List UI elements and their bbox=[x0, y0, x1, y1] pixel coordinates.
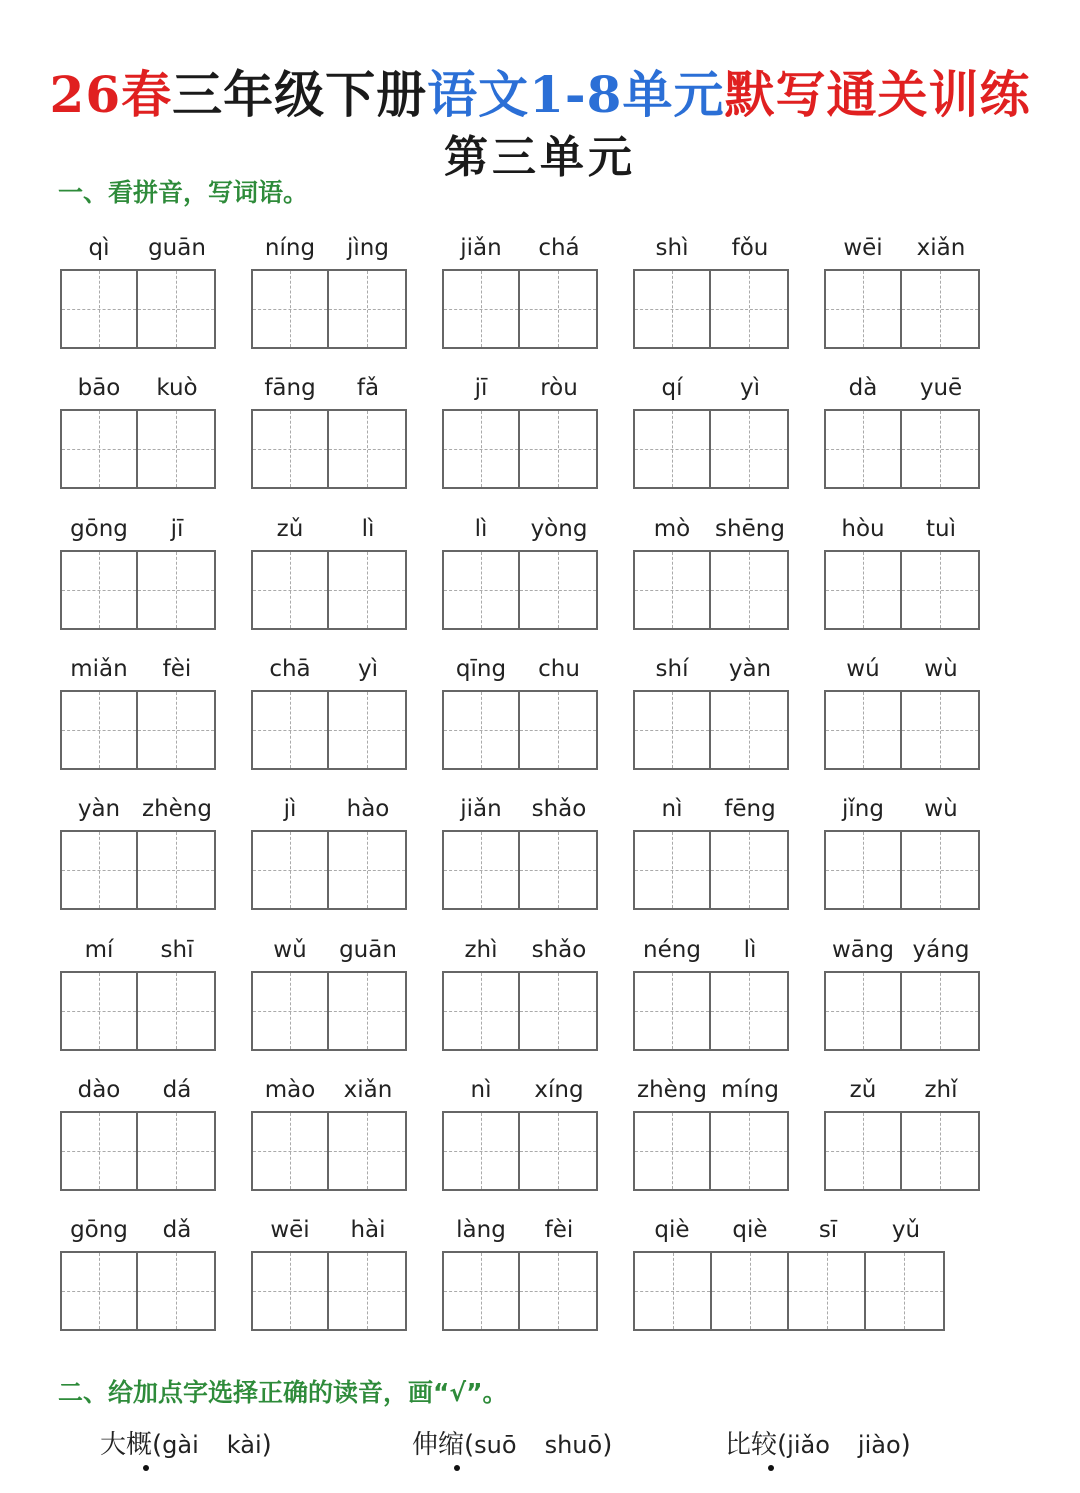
character-cell[interactable] bbox=[635, 832, 711, 908]
option-1[interactable]: suō bbox=[474, 1431, 517, 1459]
pinyin-label: níng bbox=[264, 235, 316, 261]
pinyin-label: shí bbox=[655, 655, 689, 682]
character-cell[interactable] bbox=[635, 411, 711, 487]
pinyin-label: hài bbox=[350, 1217, 386, 1244]
character-cell[interactable] bbox=[520, 973, 596, 1049]
pinyin-label: nì bbox=[470, 1076, 492, 1103]
character-cell[interactable] bbox=[253, 1113, 329, 1189]
character-cell[interactable] bbox=[789, 1253, 866, 1329]
character-cell[interactable] bbox=[711, 552, 787, 628]
character-cell[interactable] bbox=[520, 271, 596, 347]
writing-box[interactable] bbox=[442, 1111, 598, 1191]
title-part-year: 26春 bbox=[49, 65, 173, 124]
character-cell[interactable] bbox=[253, 271, 329, 347]
writing-box[interactable] bbox=[442, 1251, 598, 1331]
writing-box[interactable] bbox=[824, 1111, 980, 1191]
pinyin-label: qiè bbox=[732, 1217, 768, 1244]
pinyin-label: qiè bbox=[654, 1217, 690, 1244]
character-cell[interactable] bbox=[902, 411, 978, 487]
title-part-grade: 三年级下册 bbox=[172, 65, 428, 124]
character-cell[interactable] bbox=[253, 1253, 329, 1329]
title-part-training: 默写通关训练 bbox=[724, 65, 1031, 124]
character-cell[interactable] bbox=[444, 832, 520, 908]
character-cell[interactable] bbox=[444, 411, 520, 487]
pinyin-label: fāng bbox=[264, 375, 316, 402]
writing-box[interactable] bbox=[824, 830, 980, 910]
pinyin-label: yuē bbox=[919, 375, 963, 402]
pinyin-label: dào bbox=[77, 1076, 121, 1103]
writing-box[interactable] bbox=[633, 1251, 945, 1331]
pinyin-label: dǎ bbox=[162, 1217, 192, 1244]
pinyin-label: wú bbox=[846, 655, 880, 682]
pinyin-label: wēi bbox=[843, 235, 883, 261]
character-cell[interactable] bbox=[62, 271, 138, 347]
character-cell[interactable] bbox=[826, 271, 902, 347]
writing-box[interactable] bbox=[60, 690, 216, 770]
option-2[interactable]: shuō bbox=[544, 1431, 603, 1459]
pinyin-label: chu bbox=[538, 655, 580, 682]
character-cell[interactable] bbox=[520, 832, 596, 908]
pinyin-label: hòu bbox=[841, 515, 885, 542]
choice-word: 比较 bbox=[725, 1430, 778, 1460]
character-cell[interactable] bbox=[826, 692, 902, 768]
pinyin-label: dá bbox=[162, 1076, 192, 1103]
character-cell[interactable] bbox=[635, 1253, 712, 1329]
pinyin-label: qì bbox=[88, 235, 110, 261]
character-cell[interactable] bbox=[902, 692, 978, 768]
writing-box[interactable] bbox=[442, 269, 598, 349]
character-cell[interactable] bbox=[711, 832, 787, 908]
character-cell[interactable] bbox=[711, 1113, 787, 1189]
character-cell[interactable] bbox=[62, 973, 138, 1049]
writing-box[interactable] bbox=[251, 1251, 407, 1331]
pinyin-label: ròu bbox=[540, 375, 578, 402]
character-cell[interactable] bbox=[444, 1253, 520, 1329]
character-cell[interactable] bbox=[138, 1113, 214, 1189]
writing-box[interactable] bbox=[824, 269, 980, 349]
pinyin-label: shēng bbox=[715, 515, 785, 542]
character-cell[interactable] bbox=[711, 692, 787, 768]
writing-box[interactable] bbox=[60, 830, 216, 910]
part2-heading: 二、给加点字选择正确的读音，画“√”。 bbox=[58, 1378, 508, 1407]
writing-box[interactable] bbox=[442, 550, 598, 630]
writing-box[interactable] bbox=[824, 550, 980, 630]
pinyin-label: yàn bbox=[728, 655, 772, 682]
character-cell[interactable] bbox=[635, 973, 711, 1049]
character-cell[interactable] bbox=[444, 271, 520, 347]
pinyin-label: yì bbox=[357, 655, 378, 682]
pinyin-label: gōng bbox=[70, 1217, 128, 1244]
writing-box[interactable] bbox=[251, 269, 407, 349]
character-cell[interactable] bbox=[62, 411, 138, 487]
choice-item bbox=[725, 1425, 911, 1465]
pinyin-label: mí bbox=[84, 936, 114, 963]
writing-box[interactable] bbox=[633, 269, 789, 349]
writing-box[interactable] bbox=[633, 830, 789, 910]
part1-heading: 一、看拼音，写词语。 bbox=[58, 178, 309, 207]
writing-box[interactable] bbox=[60, 971, 216, 1051]
writing-box[interactable] bbox=[60, 409, 216, 489]
pinyin-label: wēi bbox=[270, 1217, 310, 1244]
pinyin-label: hào bbox=[346, 796, 390, 823]
writing-box[interactable] bbox=[633, 1111, 789, 1191]
choice-word: 大概 bbox=[100, 1430, 153, 1460]
writing-box[interactable] bbox=[251, 971, 407, 1051]
emphasis-dot bbox=[454, 1465, 460, 1471]
title-part-units: 语文1-8单元 bbox=[427, 65, 725, 124]
character-cell[interactable] bbox=[866, 1253, 943, 1329]
pinyin-label: wù bbox=[924, 655, 958, 682]
pinyin-label: làng bbox=[456, 1217, 506, 1244]
character-cell[interactable] bbox=[253, 973, 329, 1049]
writing-box[interactable] bbox=[824, 690, 980, 770]
pinyin-label: zhèng bbox=[142, 796, 212, 823]
pinyin-label: fèi bbox=[544, 1217, 574, 1244]
pronunciation-choice-row bbox=[0, 1425, 1080, 1475]
character-cell[interactable] bbox=[826, 973, 902, 1049]
writing-box[interactable] bbox=[251, 1111, 407, 1191]
pinyin-label: qīng bbox=[455, 655, 507, 682]
pinyin-label: guān bbox=[148, 235, 206, 261]
pinyin-label: xiǎn bbox=[343, 1076, 393, 1103]
writing-box[interactable] bbox=[633, 550, 789, 630]
close-paren: ) bbox=[900, 1430, 911, 1460]
character-cell[interactable] bbox=[826, 411, 902, 487]
pinyin-label: jì bbox=[283, 796, 297, 823]
writing-box[interactable] bbox=[251, 690, 407, 770]
character-cell[interactable] bbox=[138, 411, 214, 487]
writing-box[interactable] bbox=[633, 409, 789, 489]
character-cell[interactable] bbox=[62, 552, 138, 628]
writing-box[interactable] bbox=[442, 971, 598, 1051]
character-cell[interactable] bbox=[138, 552, 214, 628]
writing-box[interactable] bbox=[60, 269, 216, 349]
pinyin-label: shī bbox=[160, 936, 194, 963]
character-cell[interactable] bbox=[444, 552, 520, 628]
writing-box[interactable] bbox=[251, 550, 407, 630]
pinyin-label: jī bbox=[474, 375, 488, 402]
pinyin-label: mò bbox=[653, 515, 691, 542]
character-cell[interactable] bbox=[826, 552, 902, 628]
character-cell[interactable] bbox=[711, 271, 787, 347]
choice-item bbox=[412, 1425, 612, 1465]
character-cell[interactable] bbox=[444, 973, 520, 1049]
open-paren: ( bbox=[464, 1430, 475, 1460]
character-cell[interactable] bbox=[329, 411, 405, 487]
writing-box[interactable] bbox=[60, 1251, 216, 1331]
pinyin-label: yáng bbox=[912, 936, 970, 963]
character-cell[interactable] bbox=[329, 832, 405, 908]
character-cell[interactable] bbox=[711, 411, 787, 487]
character-cell[interactable] bbox=[329, 973, 405, 1049]
pinyin-label: jiǎn bbox=[460, 796, 502, 823]
pinyin-label: shì bbox=[655, 235, 689, 261]
pinyin-label: bāo bbox=[77, 375, 121, 402]
option-1[interactable]: jiǎo bbox=[787, 1431, 830, 1459]
pinyin-label: xiǎn bbox=[916, 235, 966, 261]
choice-item bbox=[100, 1425, 272, 1465]
character-cell[interactable] bbox=[138, 973, 214, 1049]
pinyin-label: yàn bbox=[77, 796, 121, 823]
open-paren: ( bbox=[152, 1430, 163, 1460]
option-2[interactable]: jiào bbox=[857, 1431, 901, 1459]
character-cell[interactable] bbox=[902, 271, 978, 347]
unit-subtitle: 第三单元 bbox=[444, 132, 636, 183]
character-cell[interactable] bbox=[62, 1253, 138, 1329]
close-paren: ) bbox=[261, 1430, 272, 1460]
option-2[interactable]: kài bbox=[226, 1431, 262, 1459]
character-cell[interactable] bbox=[712, 1253, 789, 1329]
pinyin-label: fǒu bbox=[731, 235, 769, 261]
pinyin-label: fǎ bbox=[356, 375, 380, 402]
pinyin-label: jī bbox=[170, 515, 184, 542]
pinyin-label: lì bbox=[361, 515, 375, 542]
character-cell[interactable] bbox=[902, 832, 978, 908]
pinyin-label: nì bbox=[661, 796, 683, 823]
choice-word: 伸缩 bbox=[412, 1430, 465, 1460]
pinyin-label: zǔ bbox=[276, 515, 304, 542]
emphasis-dot bbox=[143, 1465, 149, 1471]
pinyin-label: lì bbox=[474, 515, 488, 542]
character-cell[interactable] bbox=[444, 692, 520, 768]
pinyin-label: jǐng bbox=[842, 796, 884, 823]
character-cell[interactable] bbox=[520, 1253, 596, 1329]
pinyin-label: yòng bbox=[530, 515, 588, 542]
pinyin-label: mào bbox=[264, 1076, 316, 1103]
character-cell[interactable] bbox=[826, 832, 902, 908]
pinyin-label: wāng bbox=[831, 936, 895, 963]
character-cell[interactable] bbox=[520, 1113, 596, 1189]
pinyin-label: shǎo bbox=[531, 936, 587, 963]
character-cell[interactable] bbox=[329, 692, 405, 768]
writing-box[interactable] bbox=[251, 830, 407, 910]
character-cell[interactable] bbox=[520, 552, 596, 628]
character-cell[interactable] bbox=[138, 692, 214, 768]
pinyin-label: lì bbox=[743, 936, 757, 963]
character-cell[interactable] bbox=[62, 832, 138, 908]
close-paren: ) bbox=[602, 1430, 613, 1460]
character-cell[interactable] bbox=[138, 271, 214, 347]
character-cell[interactable] bbox=[329, 552, 405, 628]
pinyin-label: zhǐ bbox=[924, 1076, 958, 1103]
pinyin-label: fèi bbox=[162, 655, 192, 682]
option-1[interactable]: gài bbox=[162, 1431, 199, 1459]
character-cell[interactable] bbox=[902, 552, 978, 628]
writing-box[interactable] bbox=[633, 690, 789, 770]
pinyin-label: míng bbox=[721, 1076, 779, 1103]
writing-box[interactable] bbox=[442, 690, 598, 770]
pinyin-label: zhèng bbox=[637, 1076, 707, 1103]
character-cell[interactable] bbox=[253, 692, 329, 768]
character-cell[interactable] bbox=[329, 1253, 405, 1329]
pinyin-label: fēng bbox=[724, 796, 776, 823]
pinyin-label: shǎo bbox=[531, 796, 587, 823]
character-cell[interactable] bbox=[635, 1113, 711, 1189]
character-cell[interactable] bbox=[902, 1113, 978, 1189]
emphasis-dot bbox=[768, 1465, 774, 1471]
character-cell[interactable] bbox=[520, 692, 596, 768]
pinyin-label: kuò bbox=[156, 375, 198, 402]
pinyin-label: wù bbox=[924, 796, 958, 823]
pinyin-label: jìng bbox=[347, 235, 389, 261]
pinyin-label: tuì bbox=[926, 515, 956, 542]
pinyin-label: chā bbox=[269, 655, 311, 682]
writing-box[interactable] bbox=[251, 409, 407, 489]
pinyin-label: guān bbox=[339, 936, 397, 963]
character-cell[interactable] bbox=[138, 832, 214, 908]
writing-box[interactable] bbox=[824, 409, 980, 489]
character-cell[interactable] bbox=[902, 973, 978, 1049]
character-cell[interactable] bbox=[635, 552, 711, 628]
writing-box[interactable] bbox=[442, 409, 598, 489]
character-cell[interactable] bbox=[62, 1113, 138, 1189]
open-paren: ( bbox=[777, 1430, 788, 1460]
pinyin-label: xíng bbox=[534, 1076, 584, 1103]
character-cell[interactable] bbox=[711, 973, 787, 1049]
character-cell[interactable] bbox=[253, 552, 329, 628]
pinyin-label: wǔ bbox=[273, 936, 307, 963]
pinyin-label: chá bbox=[538, 235, 580, 261]
character-cell[interactable] bbox=[253, 411, 329, 487]
writing-box[interactable] bbox=[60, 550, 216, 630]
character-cell[interactable] bbox=[329, 271, 405, 347]
pinyin-label: zǔ bbox=[849, 1076, 877, 1103]
pinyin-label: dà bbox=[848, 375, 878, 402]
character-cell[interactable] bbox=[444, 1113, 520, 1189]
pinyin-label: néng bbox=[643, 936, 701, 963]
pinyin-label: yǔ bbox=[891, 1217, 921, 1244]
character-cell[interactable] bbox=[635, 271, 711, 347]
character-cell[interactable] bbox=[520, 411, 596, 487]
writing-box[interactable] bbox=[60, 1111, 216, 1191]
pinyin-label: zhì bbox=[464, 936, 498, 963]
pinyin-label: miǎn bbox=[70, 655, 128, 682]
pinyin-label: qí bbox=[661, 375, 683, 402]
character-cell[interactable] bbox=[138, 1253, 214, 1329]
character-cell[interactable] bbox=[253, 832, 329, 908]
writing-box[interactable] bbox=[633, 971, 789, 1051]
character-cell[interactable] bbox=[635, 692, 711, 768]
pinyin-label: yì bbox=[739, 375, 760, 402]
pinyin-label: gōng bbox=[70, 515, 128, 542]
pinyin-label: sī bbox=[818, 1217, 838, 1244]
pinyin-label: jiǎn bbox=[460, 235, 502, 261]
character-cell[interactable] bbox=[826, 1113, 902, 1189]
writing-box[interactable] bbox=[442, 830, 598, 910]
character-cell[interactable] bbox=[329, 1113, 405, 1189]
character-cell[interactable] bbox=[62, 692, 138, 768]
writing-box[interactable] bbox=[824, 971, 980, 1051]
